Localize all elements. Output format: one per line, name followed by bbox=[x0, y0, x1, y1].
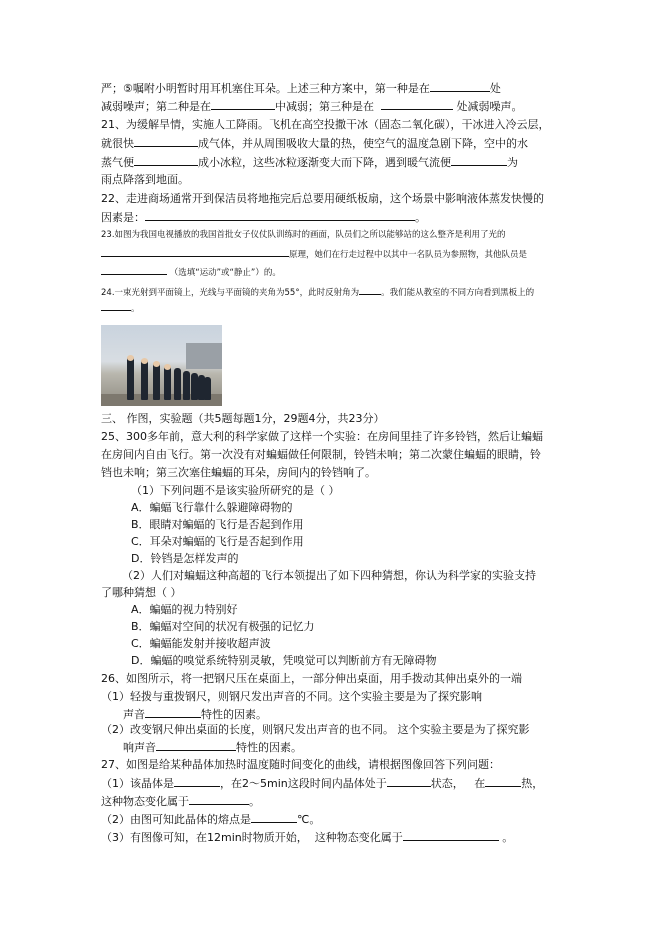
text-seg: 25、300多年前，意大利的科学家做了这样一个实验：在房间里挂了许多铃铛，然后让蝙蝠 bbox=[101, 430, 543, 443]
question-line bbox=[131, 484, 593, 497]
text-line bbox=[101, 285, 563, 299]
guard-figure bbox=[174, 368, 181, 400]
guard-head bbox=[127, 355, 134, 361]
option-d[interactable] bbox=[131, 654, 593, 667]
text-line bbox=[101, 830, 563, 844]
text-seg: 在 bbox=[474, 777, 486, 790]
text-line bbox=[101, 776, 563, 790]
text-seg: 27、如图是给某种晶体加热时温度随时间变化的曲线，请根据图像回答下列问题： bbox=[101, 758, 500, 771]
text-seg: ℃。 bbox=[297, 813, 321, 826]
text-line bbox=[101, 794, 563, 808]
guard-head bbox=[164, 364, 171, 370]
guard-figure bbox=[164, 365, 171, 400]
blank[interactable] bbox=[359, 285, 381, 295]
text-seg: C．蝙蝠能发射并接收超声波 bbox=[131, 637, 271, 650]
text-line bbox=[123, 740, 585, 754]
text-seg: （3）有图像可知，在12min时物质开始， bbox=[101, 831, 308, 844]
blank[interactable] bbox=[387, 776, 431, 787]
text-seg: 。 bbox=[415, 211, 426, 224]
text-line bbox=[101, 192, 563, 205]
option-a[interactable] bbox=[131, 501, 593, 514]
text-line bbox=[101, 229, 563, 241]
guard-head bbox=[153, 361, 160, 367]
text-seg: 。 bbox=[249, 795, 260, 808]
text-line bbox=[101, 247, 563, 261]
text-seg: 特性的因素。 bbox=[236, 741, 302, 754]
text-seg: 这种物态变化属于 bbox=[314, 831, 403, 844]
blank[interactable] bbox=[134, 136, 198, 147]
text-seg: D．蝙蝠的嗅觉系统特别灵敏，凭嗅觉可以判断前方有无障碍物 bbox=[131, 654, 437, 667]
guard-figure bbox=[127, 356, 134, 400]
text-line bbox=[101, 155, 563, 169]
blank[interactable] bbox=[174, 776, 220, 787]
text-seg: 热， bbox=[521, 777, 544, 790]
text-seg: 声音 bbox=[123, 708, 145, 721]
text-seg: 原理，她们在行走过程中以其中一名队员为参照物，其他队员是 bbox=[289, 250, 528, 260]
text-line bbox=[101, 758, 563, 771]
text-seg: 22、走进商场通常开到保洁员将地拖完后总要用硬纸板扇，这个场景中影响液体蒸发快慢的 bbox=[101, 192, 544, 205]
text-seg: 在房间内自由飞行。第一次没有对蝙蝠做任何限制，铃铛未响；第二次蒙住蝙蝠的眼睛，铃 bbox=[101, 448, 541, 461]
blank[interactable] bbox=[403, 830, 499, 841]
text-seg: 26、如图所示，将一把钢尺压在桌面上，一部分伸出桌面，用手拨动其伸出桌外的一端 bbox=[101, 672, 522, 685]
text-line bbox=[101, 586, 563, 599]
option-a[interactable] bbox=[131, 603, 593, 616]
text-seg: 24.一束光射到平面镜上，光线与平面镜的夹角为55°，此时反射角为 bbox=[101, 288, 360, 298]
text-seg: ，在2～5min这段时间内晶体处于 bbox=[220, 777, 387, 790]
blank[interactable] bbox=[189, 794, 249, 805]
text-seg: 为 bbox=[507, 156, 518, 169]
text-seg: B．眼睛对蝙蝠的飞行是否起到作用 bbox=[131, 518, 304, 531]
blank[interactable] bbox=[381, 99, 453, 110]
text-seg: 铛也未响；第三次塞住蝙蝠的耳朵，房间内的铃铛响了。 bbox=[101, 466, 376, 479]
text-seg: 23.如图为我国电视播放的我国首批女子仪仗队训练时的画面，队员们之所以能够站的这么整齐是利用了光的 bbox=[101, 230, 506, 240]
blank[interactable] bbox=[430, 81, 490, 92]
text-seg: 了哪种猜想（ ） bbox=[101, 586, 182, 599]
text-seg: （选填“运动”或“静止”）的。 bbox=[169, 268, 281, 278]
blank[interactable] bbox=[251, 812, 297, 823]
question-line bbox=[122, 569, 584, 582]
text-seg: B．蝙蝠对空间的状况有极强的记忆力 bbox=[131, 620, 315, 633]
text-seg: 因素是： bbox=[101, 211, 145, 224]
text-seg: D．铃铛是怎样发声的 bbox=[131, 552, 239, 565]
text-seg: （2）由图可知此晶体的熔点是 bbox=[101, 813, 251, 826]
option-b[interactable] bbox=[131, 518, 593, 531]
blank[interactable] bbox=[134, 155, 198, 166]
text-seg: C．耳朵对蝙蝠的飞行是否起到作用 bbox=[131, 535, 304, 548]
text-seg: 处减弱噪声。 bbox=[456, 100, 523, 113]
blank[interactable] bbox=[101, 301, 131, 311]
text-seg: （1）下列问题不是该实验所研究的是（ ） bbox=[131, 484, 340, 497]
building-shape bbox=[186, 343, 222, 369]
option-c[interactable] bbox=[131, 637, 593, 650]
section-heading bbox=[101, 412, 563, 425]
guard-figure bbox=[141, 359, 148, 400]
text-seg: 严；⑤嘱咐小明暂时用耳机塞住耳朵。上述三种方案中，第一种是在 bbox=[101, 82, 430, 95]
guard-figure bbox=[153, 362, 160, 400]
text-seg: A．蝙蝠飞行靠什么躲避障碍物的 bbox=[131, 501, 293, 514]
text-seg: A．蝙蝠的视力特别好 bbox=[131, 603, 238, 616]
guard-head bbox=[141, 358, 148, 364]
text-seg: （2）人们对蝙蝠这种高超的飞行本领提出了如下四种猜想，你认为科学家的实验支持 bbox=[122, 569, 536, 582]
blank[interactable] bbox=[485, 776, 521, 787]
text-seg: 响声音 bbox=[123, 741, 156, 754]
text-line bbox=[101, 430, 563, 443]
text-line bbox=[101, 301, 563, 315]
text-seg: 。 bbox=[131, 304, 140, 314]
text-seg: 成小冰粒，这些冰粒逐渐变大而下降，遇到暖气流便 bbox=[198, 156, 451, 169]
text-line bbox=[101, 812, 563, 826]
text-seg: 。 bbox=[502, 831, 514, 844]
blank[interactable] bbox=[145, 707, 201, 718]
text-seg: 处 bbox=[489, 82, 501, 95]
text-line bbox=[101, 265, 563, 279]
honor-guard-photo bbox=[101, 325, 222, 406]
text-seg: 蒸气便 bbox=[101, 156, 134, 169]
text-seg: （2）改变钢尺伸出桌面的长度，则钢尺发出声音的也不同。 这个实验主要是为了探究影 bbox=[101, 723, 530, 736]
text-seg: 状态， bbox=[430, 777, 464, 790]
guard-figure bbox=[204, 377, 211, 400]
text-seg: 这种物态变化属于 bbox=[101, 795, 189, 808]
text-line bbox=[101, 466, 563, 479]
guard-figure bbox=[191, 373, 198, 400]
text-seg: （1）轻拨与重拨钢尺，则钢尺发出声音的不同。这个实验主要是为了探究影响 bbox=[101, 690, 482, 703]
text-line bbox=[101, 690, 563, 703]
text-seg: 21、为缓解旱情，实施人工降雨。飞机在高空投撒干冰（固态二氧化碳），干冰进入冷云层， bbox=[101, 118, 550, 131]
text-line bbox=[101, 448, 563, 461]
option-c[interactable] bbox=[131, 535, 593, 548]
text-seg: 三、 作图，实验题（共5题每题1分，29题4分，共23分） bbox=[101, 412, 385, 425]
text-line bbox=[101, 136, 563, 150]
blank[interactable] bbox=[101, 265, 167, 275]
text-line bbox=[123, 707, 585, 721]
text-seg: 。我们能从教室的不同方向看到黑板上的 bbox=[381, 288, 535, 298]
option-d[interactable] bbox=[131, 552, 593, 565]
text-line bbox=[101, 99, 563, 113]
blank[interactable] bbox=[211, 99, 275, 110]
text-line bbox=[101, 118, 563, 131]
text-line bbox=[101, 672, 563, 685]
text-seg: 成气体，并从周围吸收大量的热，使空气的温度急剧下降，空中的水 bbox=[198, 137, 528, 150]
text-seg: 就很快 bbox=[101, 137, 134, 150]
text-line bbox=[101, 723, 563, 736]
blank[interactable] bbox=[101, 247, 289, 257]
text-seg: 雨点降落到地面。 bbox=[101, 173, 189, 186]
text-line bbox=[101, 81, 563, 95]
guard-figure bbox=[183, 371, 190, 400]
option-b[interactable] bbox=[131, 620, 593, 633]
text-seg: 减弱噪声；第二种是在 bbox=[101, 100, 211, 113]
blank[interactable] bbox=[451, 155, 507, 166]
blank[interactable] bbox=[156, 740, 236, 751]
blank[interactable] bbox=[145, 210, 415, 221]
text-line bbox=[101, 210, 563, 224]
text-seg: 中减弱；第三种是在 bbox=[275, 100, 374, 113]
text-line bbox=[101, 173, 563, 186]
text-seg: 特性的因素。 bbox=[201, 708, 267, 721]
text-seg: （1）该晶体是 bbox=[101, 777, 174, 790]
